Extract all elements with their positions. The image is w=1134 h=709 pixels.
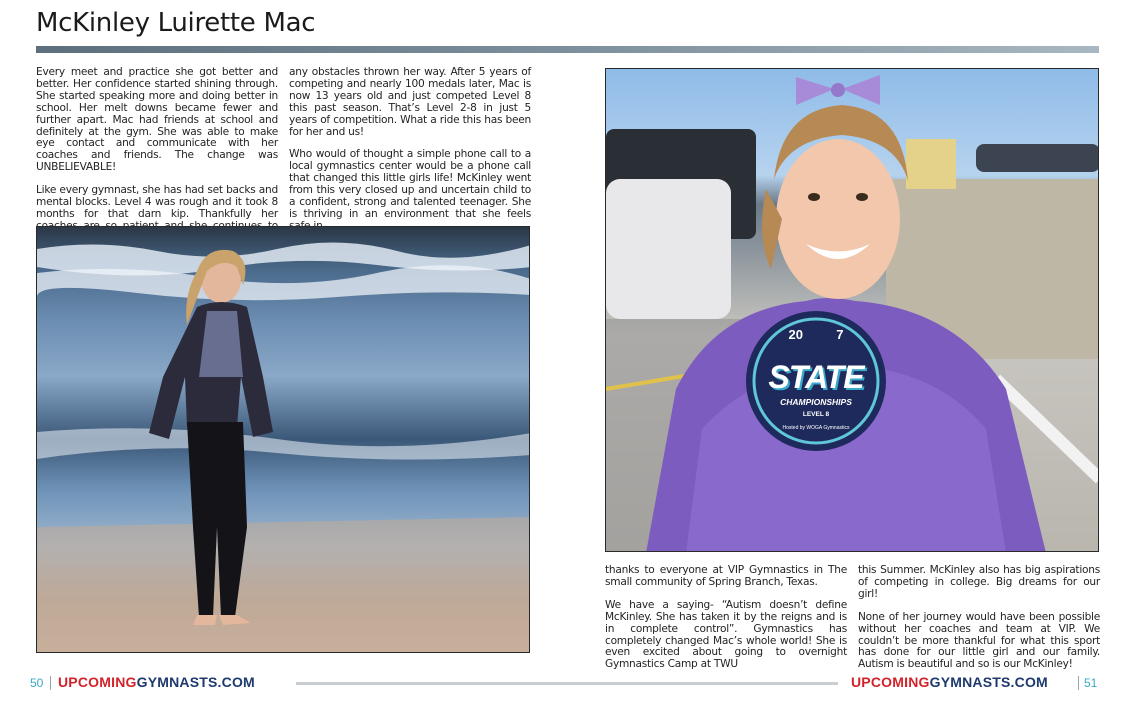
left-page-number: 50 bbox=[30, 676, 44, 690]
footer-brand-left[interactable] bbox=[58, 674, 255, 690]
brand-red-part: UPCOMING bbox=[58, 674, 137, 690]
footer-divider bbox=[50, 676, 51, 690]
hoodie-level-text: LEVEL 8 bbox=[802, 411, 830, 418]
beach-photo bbox=[36, 226, 530, 653]
hoodie-logo bbox=[766, 327, 866, 342]
footer-divider bbox=[1078, 676, 1079, 690]
header-rule bbox=[36, 46, 1099, 53]
hoodie-hosted-text: Hosted by WOGA Gymnastics bbox=[782, 425, 850, 431]
right-page-number: 51 bbox=[1084, 676, 1098, 690]
paragraph: Every meet and practice she got better and better. Her confidence started shining through. She started speaking more and doing better in school. Her melt downs became fewer and further apart. Mac had friends at school and definitely at the gym. She was able to make eye contact and communicate with her coaches and friends. The change was UNBELIEVABLE! bbox=[36, 66, 278, 174]
paragraph: this Summer. McKinley also has big aspirations of competing in college. Big dreams for our girl! bbox=[858, 564, 1100, 600]
right-page-column-1 bbox=[605, 565, 847, 671]
left-page-column-2 bbox=[289, 67, 531, 233]
brand-blue-part: GYMNASTS.COM bbox=[136, 674, 255, 690]
footer-brand-right[interactable] bbox=[851, 674, 1048, 690]
footer-rule bbox=[296, 682, 838, 685]
paragraph: None of her journey would have been possible without her coaches and team at VIP. We couldn’t be more thankful for what this sport has done for our little girl and our family. Autism is beautiful and so is our McKinley! bbox=[858, 610, 1100, 671]
paragraph: any obstacles thrown her way. After 5 years of competing and nearly 100 medals later, Mac is now 13 years old and just competed Level 8 this past season. That’s Level 2-8 in just 5 years of competition. What a ride this has been for her and us! bbox=[289, 66, 531, 138]
hoodie-year-right: 7 bbox=[836, 327, 844, 342]
hoodie-state-text: STATE bbox=[768, 359, 864, 395]
left-page-column-1 bbox=[36, 67, 278, 245]
brand-blue-part: GYMNASTS.COM bbox=[929, 674, 1048, 690]
hoodie-year-left: 20 bbox=[788, 327, 803, 342]
right-page-column-2 bbox=[858, 565, 1100, 671]
page-title: McKinley Luirette Mac bbox=[36, 8, 316, 38]
hoodie-championships-text: CHAMPIONSHIPS bbox=[780, 397, 852, 407]
hoodie-photo-illustration bbox=[606, 69, 1099, 552]
hoodie-photo bbox=[605, 68, 1099, 552]
paragraph: Like every gymnast, she has had set backs and mental blocks. Level 4 was rough and it took 8 months for that darn kip. Thankfully her bbox=[36, 184, 278, 220]
paragraph: thanks to everyone at VIP Gymnastics in The small community of Spring Branch, Texas. bbox=[605, 564, 847, 588]
paragraph: We have a saying- “Autism doesn’t define McKinley. She has taken it by the reigns and is in complete control”. Gymnastics has completely changed Mac’s whole world! She is even excited about going to overnight Gymnastics Camp at TWU bbox=[605, 598, 847, 671]
brand-red-part: UPCOMING bbox=[851, 674, 930, 690]
paragraph: Who would of thought a simple phone call to a local gymnastics center would be a phone call that changed this little girls life! McKinley went from this very closed up and uncertain child to a confident, strong and talented teenager. She is thriving in an environment that she feels bbox=[289, 148, 531, 220]
beach-photo-illustration bbox=[37, 227, 530, 653]
